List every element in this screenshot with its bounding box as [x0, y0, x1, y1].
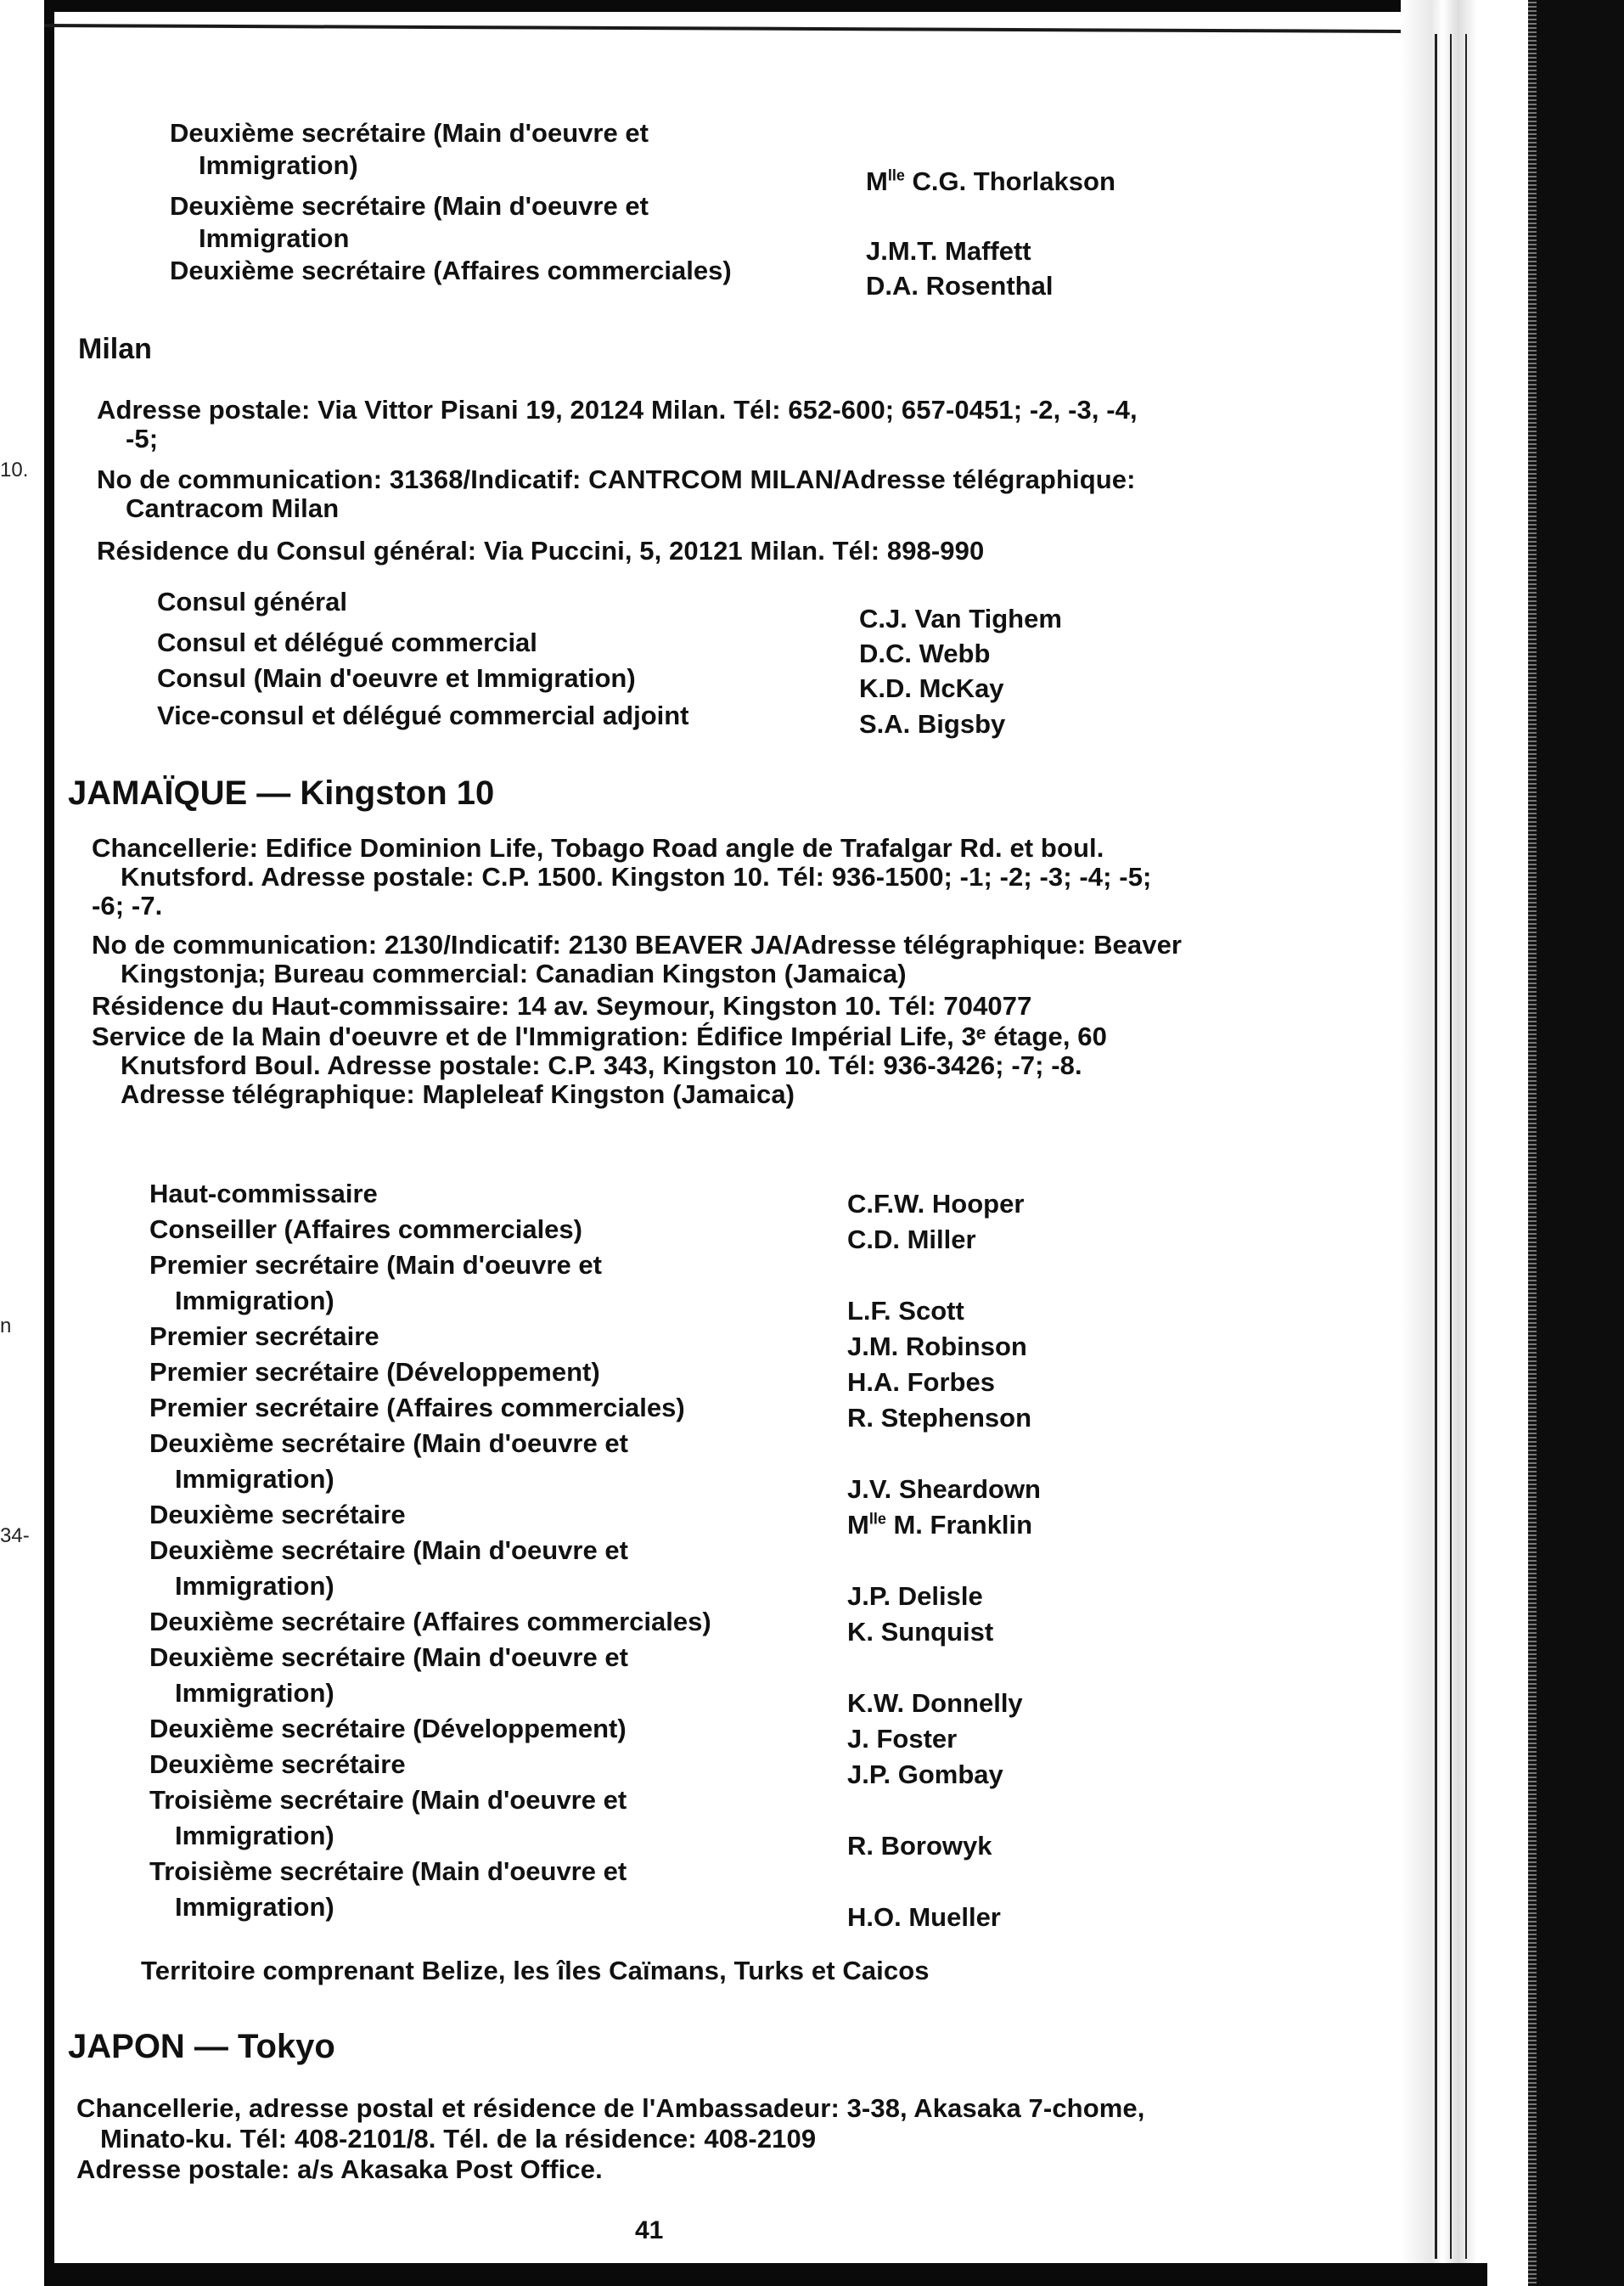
staff-title: Conseiller (Affaires commerciales): [149, 1214, 582, 1244]
staff-name: R. Borowyk: [847, 1831, 992, 1861]
staff-name: R. Stephenson: [847, 1403, 1032, 1433]
staff-name: J.V. Sheardown: [847, 1474, 1041, 1504]
staff-title: Troisième secrétaire (Main d'oeuvre et: [149, 1856, 627, 1886]
staff-name: C.F.W. Hooper: [847, 1189, 1025, 1219]
staff-title: Vice-consul et délégué commercial adjoint: [157, 701, 689, 730]
staff-name: K. Sunquist: [847, 1617, 994, 1647]
staff-name: C.J. Van Tighem: [859, 604, 1062, 633]
japan-address-block: [76, 2091, 1144, 2187]
milan-communication: No de communication: 31368/Indicatif: CANTRCOM MILAN/Adresse télégraphique:: [97, 465, 1136, 494]
japan-chancellery-cont: Minato-ku. Tél: 408-2101/8. Tél. de la résidence: 408-2109: [100, 2124, 817, 2154]
staff-name: J.M.T. Maffett: [866, 236, 1031, 266]
staff-name: H.O. Mueller: [847, 1902, 1001, 1932]
staff-name: J.P. Delisle: [847, 1581, 983, 1611]
milan-address: Adresse postale: Via Vittor Pisani 19, 20124 Milan. Tél: 652-600; 657-0451; -2, -3, -4,: [97, 395, 1138, 425]
staff-name: K.W. Donnelly: [847, 1688, 1023, 1718]
staff-title: Deuxième secrétaire (Affaires commerciales): [170, 256, 732, 285]
jamaica-immigration-service: Service de la Main d'oeuvre et de l'Immigration: Édifice Impérial Life, 3ᵉ étage, 60: [92, 1022, 1107, 1051]
staff-title: Deuxième secrétaire (Main d'oeuvre et: [149, 1535, 628, 1565]
staff-title: Deuxième secrétaire (Développement): [149, 1714, 627, 1743]
japan-postal-address: Adresse postale: a/s Akasaka Post Office.: [76, 2154, 603, 2184]
staff-title: Consul (Main d'oeuvre et Immigration): [157, 663, 636, 693]
staff-title: Deuxième secrétaire (Affaires commerciales): [149, 1607, 711, 1636]
margin-fragment: 34-: [0, 1524, 30, 1547]
staff-title: Deuxième secrétaire: [149, 1500, 406, 1529]
book-gutter: [1401, 0, 1477, 2286]
milan-address-cont: -5;: [126, 424, 159, 453]
staff-title-cont: Immigration): [175, 1892, 334, 1922]
margin-fragment: n: [0, 1315, 12, 1337]
staff-name: S.A. Bigsby: [859, 709, 1006, 739]
gutter-line: [1465, 34, 1467, 2259]
staff-title: Deuxième secrétaire (Main d'oeuvre et: [149, 1642, 628, 1672]
jamaica-chancellery-cont: -6; -7.: [92, 891, 163, 921]
page-number: 41: [635, 2216, 664, 2244]
staff-name: $M^{lle}$ M. Franklin: [847, 1510, 1033, 1540]
scan-margin-left: [0, 0, 51, 2286]
section-heading-jamaica: JAMAÏQUE — Kingston 10: [68, 774, 495, 812]
staff-title: Deuxième secrétaire (Main d'oeuvre et: [170, 118, 649, 148]
scan-edge-left: [44, 0, 54, 2286]
staff-title: Premier secrétaire: [149, 1321, 379, 1351]
staff-title-cont: Immigration): [175, 1571, 334, 1601]
document-page: [68, 0, 1392, 2286]
scan-margin-right: [1537, 0, 1624, 2286]
jamaica-immigration-service-cont: Adresse télégraphique: Mapleleaf Kingston (Jamaica): [121, 1079, 795, 1109]
staff-name: D.C. Webb: [859, 639, 991, 668]
staff-title: Premier secrétaire (Développement): [149, 1357, 600, 1387]
staff-title-cont: Immigration: [199, 223, 350, 253]
staff-name: J.M. Robinson: [847, 1332, 1027, 1361]
gutter-line: [1435, 34, 1437, 2259]
staff-title: Haut-commissaire: [149, 1179, 378, 1208]
jamaica-address-block: [92, 831, 1182, 1112]
milan-residence: Résidence du Consul général: Via Puccini, 5, 20121 Milan. Tél: 898-990: [97, 536, 985, 566]
jamaica-chancellery-cont: Knutsford. Adresse postale: C.P. 1500. Kingston 10. Tél: 936-1500; -1; -2; -3; -4; -5;: [121, 862, 1152, 892]
jamaica-residence: Résidence du Haut-commissaire: 14 av. Seymour, Kingston 10. Tél: 704077: [92, 991, 1032, 1021]
jamaica-communication: No de communication: 2130/Indicatif: 2130 BEAVER JA/Adresse télégraphique: Beaver: [92, 930, 1183, 960]
staff-title-cont: Immigration): [199, 150, 358, 180]
staff-name: H.A. Forbes: [847, 1367, 995, 1397]
milan-address-block: [97, 392, 1138, 569]
section-heading-japan: JAPON — Tokyo: [68, 2028, 335, 2065]
staff-title: Premier secrétaire (Affaires commerciales): [149, 1393, 685, 1422]
staff-name: D.A. Rosenthal: [866, 271, 1054, 301]
staff-title: Consul et délégué commercial: [157, 628, 537, 657]
staff-name: L.F. Scott: [847, 1296, 964, 1326]
staff-title: Deuxième secrétaire (Main d'oeuvre et: [170, 191, 649, 221]
staff-title: Troisième secrétaire (Main d'oeuvre et: [149, 1785, 627, 1815]
jamaica-communication-cont: Kingstonja; Bureau commercial: Canadian Kingston (Jamaica): [121, 959, 907, 988]
staff-title: Deuxième secrétaire: [149, 1749, 406, 1779]
staff-title-cont: Immigration): [175, 1678, 334, 1708]
jamaica-immigration-service-cont: Knutsford Boul. Adresse postale: C.P. 343, Kingston 10. Tél: 936-3426; -7; -8.: [121, 1050, 1082, 1080]
staff-title: Deuxième secrétaire (Main d'oeuvre et: [149, 1428, 628, 1458]
gutter-line: [1450, 34, 1452, 2259]
staff-title-cont: Immigration): [175, 1286, 334, 1315]
jamaica-chancellery: Chancellerie: Edifice Dominion Life, Tobago Road angle de Trafalgar Rd. et boul.: [92, 833, 1104, 863]
jamaica-territory-note: Territoire comprenant Belize, les îles Caïmans, Turks et Caicos: [141, 1956, 930, 1985]
milan-communication-cont: Cantracom Milan: [126, 493, 340, 523]
staff-name: C.D. Miller: [847, 1225, 976, 1254]
japan-chancellery: Chancellerie, adresse postal et résidence de l'Ambassadeur: 3-38, Akasaka 7-chome,: [76, 2093, 1145, 2123]
section-heading-milan: Milan: [78, 333, 152, 365]
staff-name: K.D. McKay: [859, 673, 1004, 703]
staff-title: Consul général: [157, 587, 347, 617]
margin-fragment: 10.: [0, 459, 29, 481]
staff-title-cont: Immigration): [175, 1464, 334, 1494]
staff-name: $M^{lle}$ C.G. Thorlakson: [866, 166, 1115, 196]
staff-name: J. Foster: [847, 1724, 958, 1754]
staff-name: J.P. Gombay: [847, 1760, 1003, 1789]
staff-title: Premier secrétaire (Main d'oeuvre et: [149, 1250, 602, 1280]
staff-title-cont: Immigration): [175, 1821, 334, 1850]
